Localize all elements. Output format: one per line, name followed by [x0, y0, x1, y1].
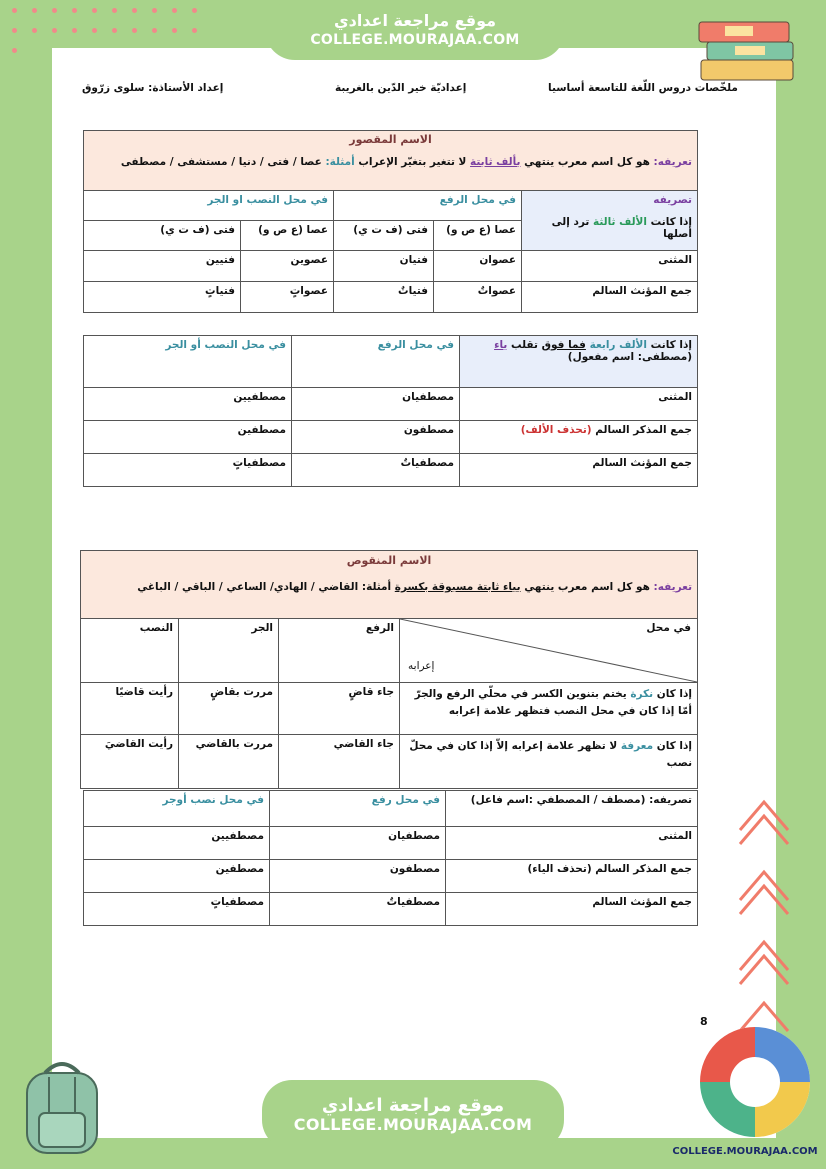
table-cell: رأيت قاضيًا	[81, 683, 179, 735]
manqus-def-label: تعريفه:	[653, 581, 693, 593]
banner-site-url: COLLEGE.MOURAJAA.COM	[310, 32, 520, 48]
table-cell: مصطفياتٌ	[292, 454, 460, 487]
header-school: إعداديّة خير الدّين بالغريبة	[335, 82, 467, 94]
maqsur-t2-rule-d: تقلب	[511, 339, 538, 351]
row-label: المثنى	[446, 827, 698, 860]
maqsur-t2-head-raf: في محل الرفع	[292, 336, 460, 388]
maqsur-t1-sub: عصا (ع ص و)	[434, 221, 522, 251]
maqsur-t1-head-nasb: في محل النصب او الجر	[84, 191, 334, 221]
top-banner[interactable]	[265, 0, 565, 60]
header-teacher: إعداد الأستاذة: سلوى زرّوق	[82, 82, 224, 94]
row-label: جمع المذكر السالم (تحذف الياء)	[446, 860, 698, 893]
table-row	[84, 827, 698, 860]
manqus-row1-c: يختم بتنوين الكسر في محلّي الرفع والجرّ أمّا إذا كان في محل النصب فتظهر علامة إعرابه	[414, 688, 693, 717]
table-row	[84, 251, 698, 282]
table-cell: فتيان	[334, 251, 434, 282]
manqus-t2-head-nasb: في محل نصب أوجر	[84, 791, 270, 827]
maqsur-def-label: تعريفه:	[653, 156, 692, 168]
manqus-tasrif-table	[83, 790, 698, 926]
maqsur-t2-rule-f: (مصطفى: اسم مفعول)	[567, 351, 692, 363]
maqsur-def-c: لا تتغير بتغيّر الإعراب	[358, 156, 467, 168]
table-row	[84, 421, 698, 454]
manqus-row2-b: معرفة	[620, 740, 654, 752]
table-cell: مصطفياتٌ	[270, 893, 446, 926]
banner-site-name: موقع مراجعة اعدادي	[333, 11, 497, 30]
row-label: جمع المؤنث السالم	[522, 282, 698, 313]
maqsur-t1-rule-a: إذا كانت	[650, 216, 692, 228]
manqus-t2-head-tasrif: تصريفه: (مصطف / المصطفي :اسم فاعل)	[446, 791, 698, 827]
corner-bottom: إعرابه	[408, 660, 435, 672]
table-cell: عصوان	[434, 251, 522, 282]
manqus-examples-label: أمثلة:	[361, 581, 392, 593]
row-note: (تحذف الألف)	[520, 424, 592, 436]
backpack-icon	[15, 1055, 110, 1155]
maqsur-t1-rule-c: ترد إلى أصلها	[551, 216, 692, 240]
maqsur-t1-sub: فتى (ف ت ي)	[84, 221, 241, 251]
row-label: جمع المذكر السالم	[595, 424, 692, 436]
table-cell: جاء قاضٍ	[279, 683, 400, 735]
table-cell: مصطفياتٍ	[84, 454, 292, 487]
table-cell: فتياتٌ	[334, 282, 434, 313]
table-cell: مصطفيين	[84, 827, 270, 860]
table-cell: مصطفون	[292, 421, 460, 454]
maqsur-t1-sub: فتى (ف ت ي)	[334, 221, 434, 251]
banner-site-name: موقع مراجعة اعدادي	[321, 1095, 505, 1116]
table-cell: رأيت القاضيَ	[81, 735, 179, 789]
table-row	[84, 860, 698, 893]
manqus-row2-c: لا تظهر علامة إعرابه إلاّ إذا كان في محلّ نصب	[409, 740, 693, 769]
table-row	[84, 388, 698, 421]
maqsur-t2-head-nasb: في محل النصب أو الجر	[84, 336, 292, 388]
site-logo-icon	[695, 1022, 815, 1142]
manqus-row2-a: إذا كان	[656, 740, 693, 752]
chevron-up-icon	[735, 930, 793, 990]
header-course: ملخّصات دروس اللّغة للتاسعة أساسيا	[548, 82, 738, 94]
corner-top: في محل	[646, 622, 692, 634]
table-cell: مصطفين	[84, 860, 270, 893]
table-cell: مصطفيين	[84, 388, 292, 421]
table-cell: عصوين	[241, 251, 334, 282]
manqus-head-jar: الجر	[179, 619, 279, 683]
maqsur-def-a: هو كل اسم معرب ينتهي	[524, 156, 650, 168]
banner-site-url: COLLEGE.MOURAJAA.COM	[293, 1115, 533, 1134]
table-cell: فتيين	[84, 251, 241, 282]
row-label: جمع المؤنث السالم	[446, 893, 698, 926]
manqus-row1-b: نكرة	[630, 688, 654, 700]
table-cell: مصطفيان	[270, 827, 446, 860]
maqsur-fourth-table	[83, 335, 698, 487]
maqsur-t2-rule-e: ياء	[494, 339, 508, 351]
table-row	[81, 683, 698, 735]
table-cell: مررت بالقاضي	[179, 735, 279, 789]
table-cell: مصطفياتٍ	[84, 893, 270, 926]
table-cell: جاء القاضي	[279, 735, 400, 789]
maqsur-t1-head-raf: في محل الرفع	[334, 191, 522, 221]
maqsur-t2-rule-b: الألف رابعة	[589, 339, 647, 351]
books-icon	[695, 12, 800, 87]
manqus-def-a: هو كل اسم معرب ينتهي	[524, 581, 650, 593]
table-cell: فتياتٍ	[84, 282, 241, 313]
manqus-def-b: بياء ثابتة مسبوقة بكسرة	[394, 581, 521, 593]
manqus-title: الاسم المنقوص	[346, 554, 432, 567]
chevron-up-icon	[735, 790, 793, 850]
table-row	[84, 893, 698, 926]
manqus-examples: القاضي / الهادي/ الساعي / الباقي / الباغي	[137, 581, 359, 593]
row-label: جمع المؤنث السالم	[592, 457, 692, 469]
table-row	[84, 282, 698, 313]
maqsur-def-b: بألف ثابتة	[470, 156, 521, 168]
manqus-head-nasb: النصب	[81, 619, 179, 683]
table-row	[81, 735, 698, 789]
maqsur-t1-rule-b: الألف ثالثة	[592, 216, 647, 228]
table-row	[84, 454, 698, 487]
manqus-table	[80, 550, 698, 789]
table-cell: مصطفين	[84, 421, 292, 454]
manqus-t2-head-raf: في محل رفع	[270, 791, 446, 827]
table-cell: مصطفيان	[292, 388, 460, 421]
bottom-banner[interactable]	[262, 1080, 564, 1150]
maqsur-title: الاسم المقصور	[349, 133, 432, 146]
table-cell: عصواتٍ	[241, 282, 334, 313]
maqsur-t1-sub: عصا (ع ص و)	[241, 221, 334, 251]
row-label: المثنى	[658, 391, 692, 403]
manqus-row1-a: إذا كان	[656, 688, 693, 700]
maqsur-t1-head-tasrif: تصريفه	[653, 194, 692, 206]
maqsur-t2-rule-a: إذا كانت	[650, 339, 692, 351]
maqsur-table	[83, 130, 698, 313]
maqsur-examples: عصا / فتى / دنيا / مستشفى / مصطفى	[120, 156, 322, 168]
page-number: 8	[700, 1015, 708, 1028]
manqus-head-raf: الرفع	[279, 619, 400, 683]
maqsur-examples-label: أمثلة:	[325, 156, 355, 168]
table-cell: مصطفون	[270, 860, 446, 893]
logo-caption: COLLEGE.MOURAJAA.COM	[672, 1146, 818, 1157]
table-cell: عصواتٌ	[434, 282, 522, 313]
row-label: المثنى	[522, 251, 698, 282]
maqsur-t2-rule-c: فما فوق	[541, 339, 586, 351]
table-cell: مررت بقاضٍ	[179, 683, 279, 735]
chevron-up-icon	[735, 860, 793, 920]
